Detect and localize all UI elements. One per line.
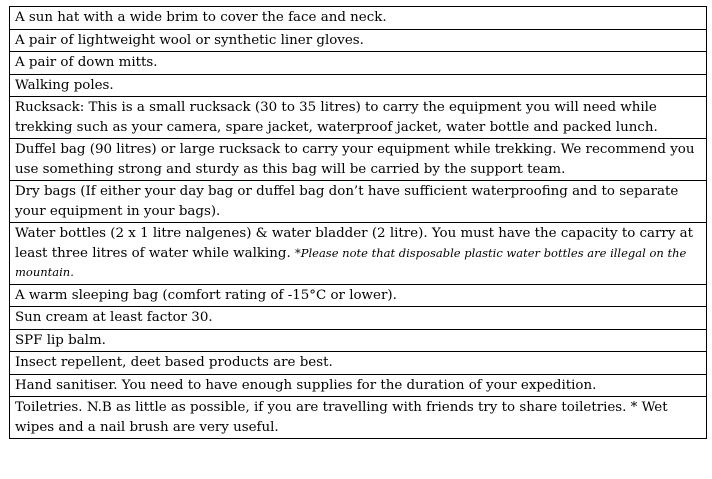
kit-list-table <box>9 6 707 439</box>
list-item: Hand sanitiser. You need to have enough supplies for the duration of your expedition. <box>10 374 707 397</box>
table-row <box>10 307 707 330</box>
list-item: Rucksack: This is a small rucksack (30 to 35 litres) to carry the equipment you will need while trekking such as your camera, spare jacket, waterproof jacket, water bottle and packed lunch. <box>10 97 707 139</box>
list-item: SPF lip balm. <box>10 329 707 352</box>
table-row <box>10 329 707 352</box>
list-item-text: Water bottles (2 x 1 litre nalgenes) & water bladder (2 litre). You must have the capacity to carry at least three litres of water while walking. <box>15 226 694 261</box>
list-item: Toiletries. N.B as little as possible, if you are travelling with friends try to share toiletries. * Wet wipes and a nail brush are very useful. <box>10 397 707 439</box>
list-item: Insect repellent, deet based products are best. <box>10 352 707 375</box>
table-row <box>10 284 707 307</box>
list-item: A sun hat with a wide brim to cover the face and neck. <box>10 7 707 30</box>
table-row <box>10 139 707 181</box>
list-item <box>10 223 707 285</box>
list-item: A pair of lightweight wool or synthetic liner gloves. <box>10 29 707 52</box>
table-row <box>10 52 707 75</box>
table-row <box>10 397 707 439</box>
table-row <box>10 352 707 375</box>
list-item: Duffel bag (90 litres) or large rucksack to carry your equipment while trekking. We recommend you use something strong and sturdy as this bag will be carried by the support team. <box>10 139 707 181</box>
list-item: Walking poles. <box>10 74 707 97</box>
table-row <box>10 223 707 285</box>
table-row <box>10 7 707 30</box>
list-item: A warm sleeping bag (comfort rating of -15°C or lower). <box>10 284 707 307</box>
list-item-note: *Please note that disposable plastic water bottles are illegal on the mountain. <box>15 245 687 279</box>
list-item: A pair of down mitts. <box>10 52 707 75</box>
table-row <box>10 374 707 397</box>
table-row <box>10 181 707 223</box>
table-row <box>10 74 707 97</box>
table-row <box>10 97 707 139</box>
list-item: Sun cream at least factor 30. <box>10 307 707 330</box>
table-row <box>10 29 707 52</box>
list-item: Dry bags (If either your day bag or duffel bag don’t have sufficient waterproofing and to separate your equipment in your bags). <box>10 181 707 223</box>
